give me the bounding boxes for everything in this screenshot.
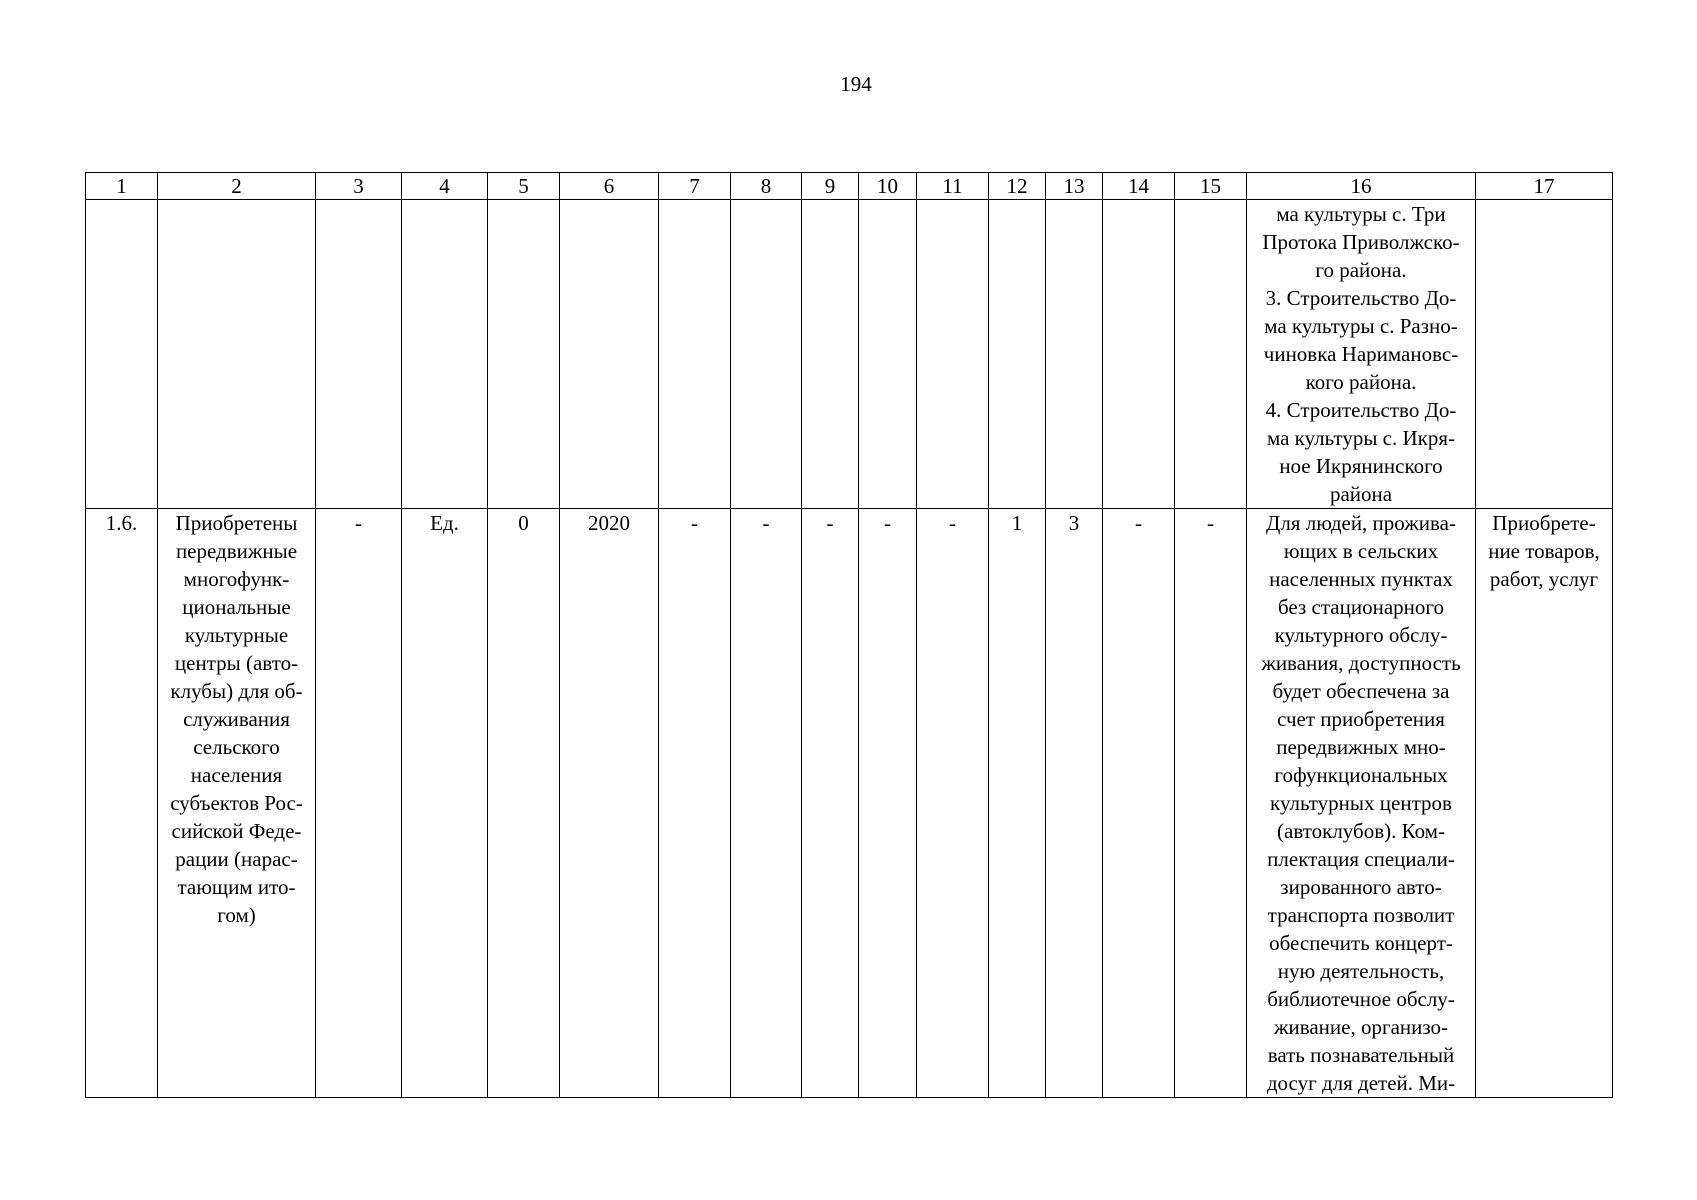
table-cell (1103, 200, 1175, 509)
table-cell: 1 (989, 509, 1046, 1098)
item-number: 1.6. (86, 509, 158, 1098)
base-year-cell: 2020 (560, 509, 659, 1098)
table-cell: - (859, 509, 917, 1098)
column-header: 3 (316, 173, 402, 200)
table-cell: - (316, 509, 402, 1098)
table-cell (989, 200, 1046, 509)
indicator-name: Приобретены передвижные многофунк- циональные культурные центры (авто- клубы) для об- служивания сельского населения субъектов Рос- сийской Феде- рации (нарас- тающим ито- гом) (158, 509, 316, 1098)
column-header: 12 (989, 173, 1046, 200)
unit-cell: Ед. (402, 509, 488, 1098)
table-cell (1476, 200, 1613, 509)
description-cell: Для людей, прожива- ющих в сельских населенных пунктах без стационарного культурного обслу- живания, доступность будет обеспечена за счет приобретения передвижных мно- гофункциональных культурных центров (автоклубов). Ком- плектация специали- зированного авто- транспорта позволит обеспечить концерт- ную деятельность, библиотечное обслу- живание, организо- вать познавательный досуг для детей. Ми- (1247, 509, 1476, 1098)
table-cell (488, 200, 560, 509)
table-cell: - (659, 509, 731, 1098)
table-cell (1175, 200, 1247, 509)
table-cell (859, 200, 917, 509)
column-header: 14 (1103, 173, 1175, 200)
table-cell (1046, 200, 1103, 509)
table-cell (158, 200, 316, 509)
column-header: 16 (1247, 173, 1476, 200)
base-value-cell: 0 (488, 509, 560, 1098)
table-cell (86, 200, 158, 509)
table-cell: 3 (1046, 509, 1103, 1098)
header-row (86, 173, 1613, 200)
column-header: 11 (917, 173, 989, 200)
table-cell (802, 200, 859, 509)
column-header: 5 (488, 173, 560, 200)
column-header: 13 (1046, 173, 1103, 200)
table-cell (316, 200, 402, 509)
column-header: 1 (86, 173, 158, 200)
data-table (85, 172, 1613, 1098)
column-header: 15 (1175, 173, 1247, 200)
column-header: 4 (402, 173, 488, 200)
column-header: 8 (731, 173, 802, 200)
column-header: 9 (802, 173, 859, 200)
table-cell: - (731, 509, 802, 1098)
table-row-1-6 (86, 509, 1613, 1098)
table-cell: - (917, 509, 989, 1098)
table-row-continuation (86, 200, 1613, 509)
type-cell: Приобрете- ние товаров, работ, услуг (1476, 509, 1613, 1098)
table-cell: - (1175, 509, 1247, 1098)
table-cell (917, 200, 989, 509)
column-header: 17 (1476, 173, 1613, 200)
table-cell (560, 200, 659, 509)
column-header: 6 (560, 173, 659, 200)
table-cell: - (802, 509, 859, 1098)
column-header: 2 (158, 173, 316, 200)
page-number: 194 (840, 72, 872, 96)
table-cell: - (1103, 509, 1175, 1098)
column-header: 7 (659, 173, 731, 200)
column-header: 10 (859, 173, 917, 200)
table-cell (731, 200, 802, 509)
table-cell (1247, 200, 1476, 509)
table-cell (659, 200, 731, 509)
table-cell (402, 200, 488, 509)
description-text: ма культуры с. Три Протока Приволжско- го района. 3. Строительство До- ма культуры с. Разно- чиновка Наримановс- кого района. 4. Строительство До- ма культуры с. Икря- ное Икрянинского района (1262, 202, 1460, 506)
